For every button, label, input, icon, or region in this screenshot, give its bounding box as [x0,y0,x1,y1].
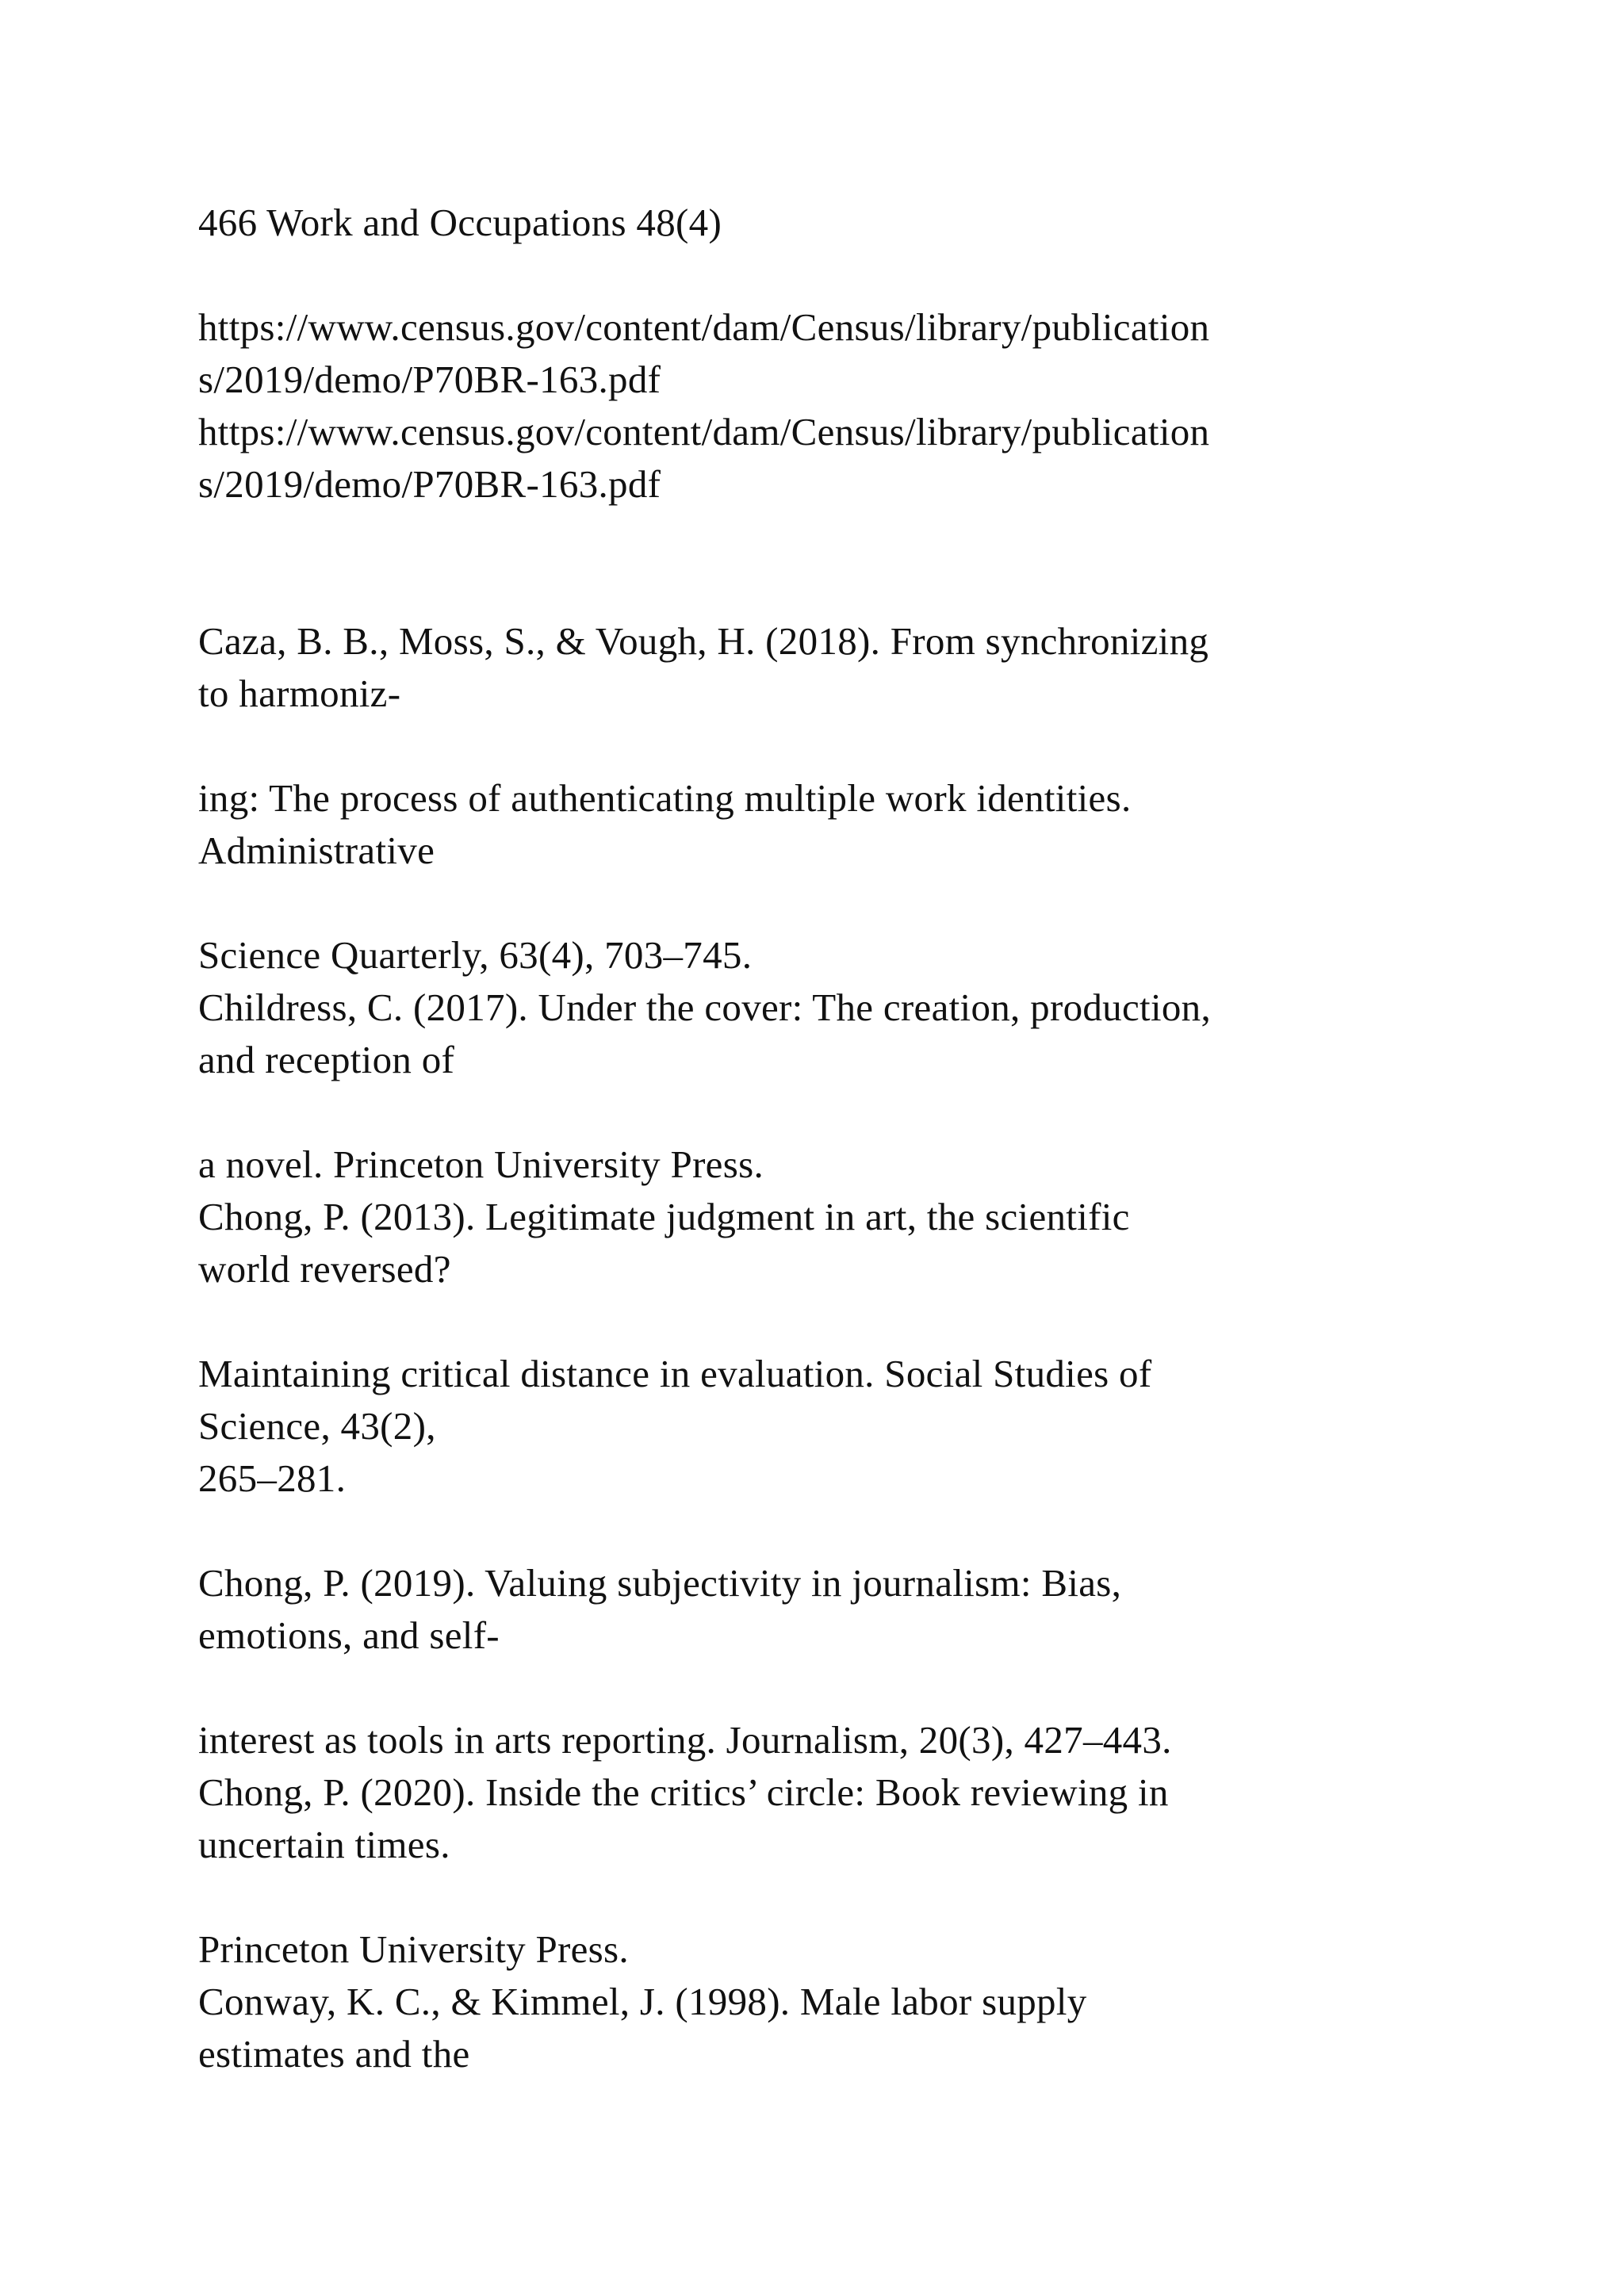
url-line: s/2019/demo/P70BR-163.pdf [198,358,661,401]
reference-line: Maintaining critical distance in evaluation. Social Studies of [198,1352,1152,1395]
reference-line: a novel. Princeton University Press. [198,1142,764,1186]
url-line: s/2019/demo/P70BR-163.pdf [198,462,661,506]
reference-line: and reception of [198,1038,455,1081]
reference-line: Chong, P. (2020). Inside the critics’ circle: Book reviewing in [198,1770,1169,1814]
reference-line: Princeton University Press. [198,1927,629,1971]
reference-line: to harmoniz- [198,672,401,715]
url-line: https://www.census.gov/content/dam/Census/library/publication [198,305,1210,349]
reference-line: uncertain times. [198,1823,450,1866]
running-head: 466 Work and Occupations 48(4) [198,201,722,244]
reference-line: Administrative [198,828,435,872]
url-line: https://www.census.gov/content/dam/Census/library/publication [198,410,1210,453]
reference-line: interest as tools in arts reporting. Journalism, 20(3), 427–443. [198,1718,1172,1762]
reference-line: Caza, B. B., Moss, S., & Vough, H. (2018). From synchronizing [198,619,1209,663]
reference-line: world reversed? [198,1247,451,1291]
reference-line: Chong, P. (2019). Valuing subjectivity in journalism: Bias, [198,1561,1122,1605]
reference-line: Conway, K. C., & Kimmel, J. (1998). Male labor supply [198,1980,1087,2023]
reference-line: Science, 43(2), [198,1404,436,1448]
reference-line: emotions, and self- [198,1613,500,1657]
reference-line: Chong, P. (2013). Legitimate judgment in art, the scientific [198,1195,1130,1238]
reference-line: 265–281. [198,1456,347,1500]
reference-line: estimates and the [198,2032,470,2076]
reference-line: Childress, C. (2017). Under the cover: The creation, production, [198,985,1212,1029]
reference-line: Science Quarterly, 63(4), 703–745. [198,933,753,977]
reference-line: ing: The process of authenticating multiple work identities. [198,776,1132,820]
